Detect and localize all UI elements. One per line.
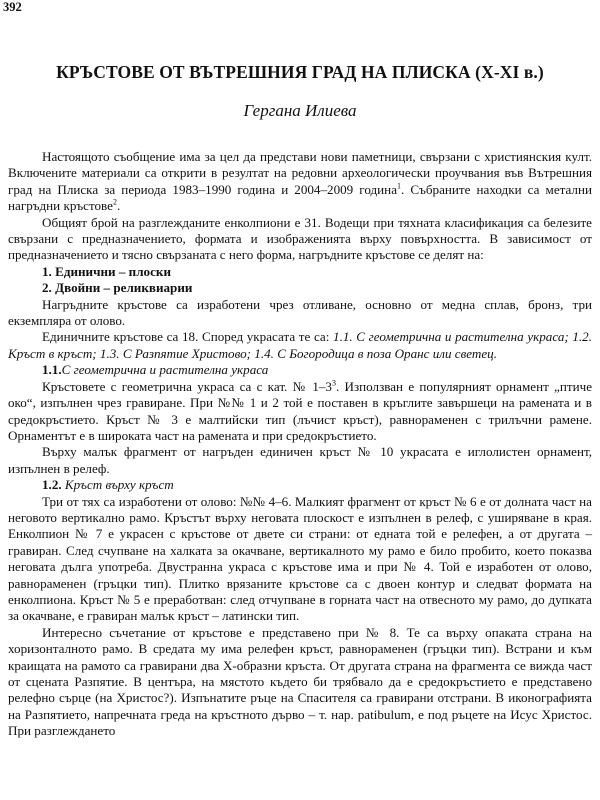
article-title: КРЪСТОВЕ ОТ ВЪТРЕШНИЯ ГРАД НА ПЛИСКА (X-XI в.) xyxy=(56,62,544,82)
paragraph-classification: Общият брой на разглежданите енколпиони е 31. Водещи при тяхната класификация са белезите свързани с предназначението, формата и изображенията върху повърхността. В зависимост от предназначението и тясно свързаната с него форма, нагръдните кръстове се делят на: xyxy=(8,214,592,263)
paragraph-intro: Настоящото съобщение има за цел да представи нови паметници, свързани с християнския култ. Включените материали са открити в резултат на редовни археологически проучвания във Вътрешния град на Плиска за периода 1983–1990 година и 2004–2009 година$^1$. Събраните находки са метални нагръдни кръстове$^2$. xyxy=(8,149,592,214)
paragraph-crucifixion: Интересно съчетание от кръстове е представено при № 8. Те са върху опаката страна на хоризонталното рамо. В средата му има релефен кръст, равнораменен (гръцки тип). Встрани и към краищата на рамото са гравирани два Х-образни кръста. От другата страна на фрагмента се вижда част от сцената Разпятие. В центъра, на мястото където би трябвало да е средокръстието е представено релефно сърце (на Христос?). Изпънатите ръце на Спасителя са гравирани отстрани. В иконографията на Разпятието, напречната греда на кръстното дърво – т. нар. patibulum, е под ръцете на Исус Христос. При разглеждането xyxy=(8,624,592,739)
list-item-single: 1. Единични – плоски xyxy=(42,263,171,279)
footnote-ref-3[interactable]: 3 xyxy=(331,378,336,388)
section-heading-1-1: 1.1.С геометрична и растителна украса xyxy=(42,362,269,378)
author-name: Гергана Илиева xyxy=(243,101,357,120)
list-item-double: 2. Двойни – реликвиарии xyxy=(42,280,193,296)
article-body xyxy=(8,149,592,740)
paragraph-fragment-10: Върху малък фрагмент от нагръден единичен кръст № 10 украсата е иглолистен орнамент, изпълнен в релеф. xyxy=(8,444,592,476)
paragraph-cross-on-cross: Три от тях са изработени от олово: №№ 4–6. Малкият фрагмент от кръст № 6 е от долната част на неговото вертикално рамо. Кръстът върху неговата плоскост е изпълнен в релеф, с уширяване в края. Енколпион № 7 е украсен с кръстове от двете си страни: от едната той е релефен, а от другата – гравиран. След счупване на халката за окачване, вертикалното му рамо е било пробито, което показва неговата дълга употреба. Двустранна украса с кръстове има и при № 4. Той е изработен от олово, равнораменен (гръцки тип). Плитко врязаните кръстове са с двоен контур и следват формата на енколпиона. Кръст № 5 е преработван: след отчупване в горната част на отвесното му рамо, до дупката за окачване, е гравиран малък кръст – латински тип. xyxy=(8,493,592,624)
paragraph-geometric: Кръстовете с геометрична украса са с кат. № $1-3^3$. Използван е популярният орнамент „птиче око“, изпълнен чрез гравиране. При №№ 1 и 2 той е поставен в кръглите завършеци на рамената и в средокръстието. Кръст № 3 е малтийски тип (лъчист кръст), равнораменен с трилъчни рамене. Орнаментът е в широката част на рамената и при средокръстието. xyxy=(8,378,593,443)
footnote-ref-2[interactable]: 2 xyxy=(112,197,117,207)
footnote-ref-1[interactable]: 1 xyxy=(397,181,401,191)
paragraph-manufacture: Нагръдните кръстове са изработени чрез отливане, основно от медна сплав, бронз, три екземпляра от олово. xyxy=(8,296,592,329)
paragraph-single-types: Единичните кръстове са 18. Според украсата те са: 1.1. С геометрична и растителна украса; 1.2. Кръст в кръст; 1.3. С Разпятие Христово; 1.4. С Богородица в поза Оранс или светец. xyxy=(8,329,593,361)
section-heading-1-2: 1.2. Кръст върху кръст xyxy=(42,477,174,493)
page-number: 392 xyxy=(3,0,22,14)
